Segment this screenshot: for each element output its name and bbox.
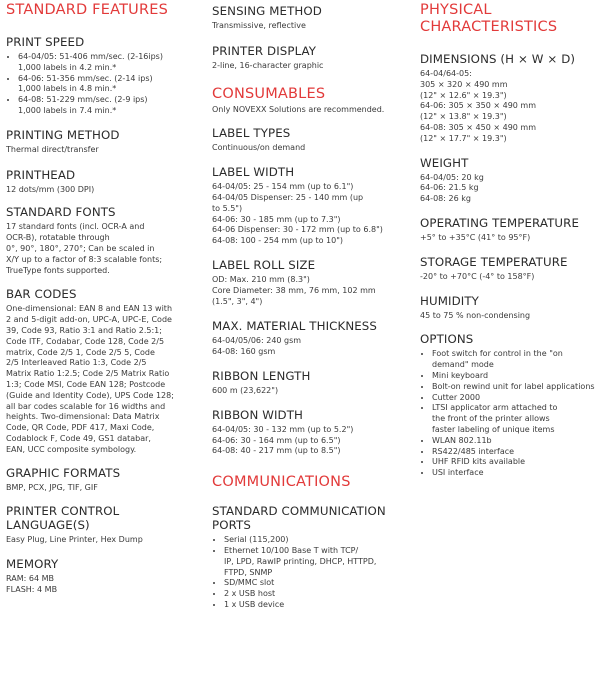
heading-sensing-method: SENSING METHOD xyxy=(212,4,322,18)
list-item: • 2 x USB host xyxy=(224,589,408,600)
spec-bar-codes xyxy=(6,287,202,455)
section-title-standard-features: STANDARD FEATURES xyxy=(6,2,168,18)
spec-label-types xyxy=(212,126,408,154)
spec-print-speed xyxy=(6,35,202,117)
heading-graphic-formats: GRAPHIC FORMATS xyxy=(6,465,121,480)
list-item: • RS422/485 interface xyxy=(432,447,596,458)
heading-weight: WEIGHT xyxy=(420,155,469,170)
list-item: • Ethernet 10/100 Base T with TCP/ IP, LPD, RawIP printing, DHCP, HTTPD, FTPD, SNMP xyxy=(224,546,408,578)
spec-standard-communication-ports xyxy=(212,504,408,611)
heading-options: OPTIONS xyxy=(420,332,474,347)
ribbon-length-value: 600 m (23,622") xyxy=(212,385,279,395)
heading-ribbon-width: RIBBON WIDTH xyxy=(212,407,304,422)
spec-graphic-formats xyxy=(6,466,202,494)
column-physical-characteristics xyxy=(420,0,596,479)
heading-standard-fonts: STANDARD FONTS xyxy=(6,205,116,220)
list-item: • Bolt-on rewind unit for label applications xyxy=(432,382,596,393)
heading-memory: MEMORY xyxy=(6,557,59,572)
label-roll-size-value: OD: Max. 210 mm (8.3") Core Diameter: 38 mm, 76 mm, 102 mm (1.5", 3", 4") xyxy=(212,274,376,306)
humidity-value: 45 to 75 % non-condensing xyxy=(420,310,531,320)
heading-storage-temperature: STORAGE TEMPERATURE xyxy=(420,254,568,269)
list-item: • 64-08: 51-229 mm/sec. (2-9 ips) 1,000 labels in 7.4 min.* xyxy=(18,95,202,117)
list-item: • 64-06: 51-356 mm/sec. (2-14 ips) 1,000 labels in 4.8 min.* xyxy=(18,74,202,96)
sensing-method-value: Transmissive, reflective xyxy=(212,21,306,30)
list-item: • Mini keyboard xyxy=(432,371,596,382)
spec-ribbon-length xyxy=(212,369,408,397)
options-list xyxy=(420,349,596,479)
column-sensing-consumables xyxy=(212,0,408,611)
spec-weight xyxy=(420,156,596,205)
list-item: • 64-04/05: 51-406 mm/sec. (2-16ips) 1,000 labels in 4.2 min.* xyxy=(18,52,202,74)
heading-bar-codes: BAR CODES xyxy=(6,287,77,302)
graphic-formats-value: BMP, PCX, JPG, TIF, GIF xyxy=(6,482,98,492)
heading-max-material-thickness: MAX. MATERIAL THICKNESS xyxy=(212,319,377,334)
spec-dimensions xyxy=(420,52,596,145)
spec-ribbon-width xyxy=(212,408,408,457)
printer-display-value: 2-line, 16-character graphic xyxy=(212,60,324,70)
storage-temperature-value: -20° to +70°C (-4° to 158°F) xyxy=(420,271,535,281)
list-item: • SD/MMC slot xyxy=(224,578,408,589)
ribbon-width-value: 64-04/05: 30 - 132 mm (up to 5.2") 64-06: 30 - 164 mm (up to 6.5") 64-08: 40 - 217 mm (up to 8.5") xyxy=(212,424,354,456)
printing-method-value: Thermal direct/transfer xyxy=(6,144,99,154)
spec-label-width xyxy=(212,165,408,247)
heading-ribbon-length: RIBBON LENGTH xyxy=(212,368,311,383)
section-title-physical-characteristics: PHYSICAL CHARACTERISTICS xyxy=(420,2,558,35)
bar-codes-value: One-dimensional: EAN 8 and EAN 13 with 2 and 5-digit add-on, UPC-A, UPC-E, Code 39, Code 93, Ratio 3:1 and Ratio 2.5:1; Code ITF, Codabar, Code 128, Code 2/5 matrix, Code 2/5 1, Code 2/5 5, Code 2/5 Interleaved Ratio 1:3, Code 2/5 Matrix Ratio 1:2.5; Code 2/5 Matrix Ratio 1:3; Code MSI, Code EAN 128; Postcode (Guide and Identity Code), UPS Code 128; all bar codes scalable for 16 widths and heights. Two-dimensional: Data Matrix Code, QR Code, PDF 417, Maxi Code, Codablock F, Code 49, GS1 databar, EAN, UCC composite symbology. xyxy=(6,304,174,454)
heading-dimensions: DIMENSIONS (H × W × D) xyxy=(420,52,576,66)
printer-control-value: Easy Plug, Line Printer, Hex Dump xyxy=(6,535,143,545)
consumables-note: Only NOVEXX Solutions are recommended. xyxy=(212,104,385,114)
heading-standard-communication-ports: STANDARD COMMUNICATION PORTS xyxy=(212,504,386,533)
spec-operating-temperature xyxy=(420,216,596,244)
printhead-value: 12 dots/mm (300 DPI) xyxy=(6,184,95,194)
spec-standard-fonts xyxy=(6,205,202,276)
spec-printhead xyxy=(6,168,202,196)
standard-fonts-value: 17 standard fonts (incl. OCR-A and OCR-B), rotatable through 0°, 90°, 180°, 270°; Can be scaled in X/Y up to a factor of 8:3 scalable fonts; TrueType fonts supported. xyxy=(6,222,163,275)
list-item: • LTSI applicator arm attached to the front of the printer allows faster labeling of unique items xyxy=(432,403,596,435)
weight-value: 64-04/05: 20 kg 64-06: 21.5 kg 64-08: 26 kg xyxy=(420,172,484,204)
spec-humidity xyxy=(420,294,596,322)
heading-humidity: HUMIDITY xyxy=(420,293,479,308)
section-communications xyxy=(212,474,408,491)
heading-label-width: LABEL WIDTH xyxy=(212,165,295,180)
dimensions-value: 64-04/64-05: 305 × 320 × 490 mm (12" × 12.6" × 19.3") 64-06: 305 × 350 × 490 mm (12" × 13.8" × 19.3") 64-08: 305 × 450 × 490 mm (12" × 17.7" × 19.3") xyxy=(420,69,536,143)
operating-temperature-value: +5° to +35°C (41° to 95°F) xyxy=(420,232,531,242)
heading-printing-method: PRINTING METHOD xyxy=(6,127,120,142)
column-standard-features xyxy=(6,0,202,596)
heading-printer-display: PRINTER DISPLAY xyxy=(212,43,317,58)
list-item: • 1 x USB device xyxy=(224,600,408,611)
spec-label-roll-size xyxy=(212,258,408,307)
print-speed-list xyxy=(6,52,202,117)
section-consumables xyxy=(212,86,408,116)
list-item: • WLAN 802.11b xyxy=(432,436,596,447)
heading-printhead: PRINTHEAD xyxy=(6,167,76,182)
section-title-consumables: CONSUMABLES xyxy=(212,85,326,102)
section-title-communications: COMMUNICATIONS xyxy=(212,474,351,491)
spec-storage-temperature xyxy=(420,255,596,283)
spec-printer-display xyxy=(212,44,408,72)
heading-printer-control: PRINTER CONTROL LANGUAGE(S) xyxy=(6,504,120,533)
communication-ports-list xyxy=(212,535,408,611)
list-item: • Serial (115,200) xyxy=(224,535,408,546)
label-width-value: 64-04/05: 25 - 154 mm (up to 6.1") 64-04/05 Dispenser: 25 - 140 mm (up to 5.5") 64-06: 30 - 185 mm (up to 7.3") 64-06 Dispenser: 30 - 172 mm (up to 6.8") 64-08: 100 - 254 mm (up to 10") xyxy=(212,182,383,246)
spec-printer-control xyxy=(6,504,202,546)
spec-sensing-method xyxy=(212,4,408,32)
max-material-thickness-value: 64-04/05/06: 240 gsm 64-08: 160 gsm xyxy=(212,336,302,357)
spec-options xyxy=(420,332,596,479)
memory-value: RAM: 64 MB FLASH: 4 MB xyxy=(6,574,58,594)
spec-memory xyxy=(6,557,202,596)
heading-print-speed: PRINT SPEED xyxy=(6,35,85,49)
list-item: • Foot switch for control in the "on demand" mode xyxy=(432,349,596,371)
heading-label-roll-size: LABEL ROLL SIZE xyxy=(212,257,316,272)
spec-printing-method xyxy=(6,128,202,156)
heading-label-types: LABEL TYPES xyxy=(212,126,291,141)
label-types-value: Continuous/on demand xyxy=(212,143,306,153)
heading-operating-temperature: OPERATING TEMPERATURE xyxy=(420,215,579,230)
list-item: • USI interface xyxy=(432,468,596,479)
list-item: • Cutter 2000 xyxy=(432,393,596,404)
spec-max-material-thickness xyxy=(212,319,408,358)
list-item: • UHF RFID kits available xyxy=(432,457,596,468)
